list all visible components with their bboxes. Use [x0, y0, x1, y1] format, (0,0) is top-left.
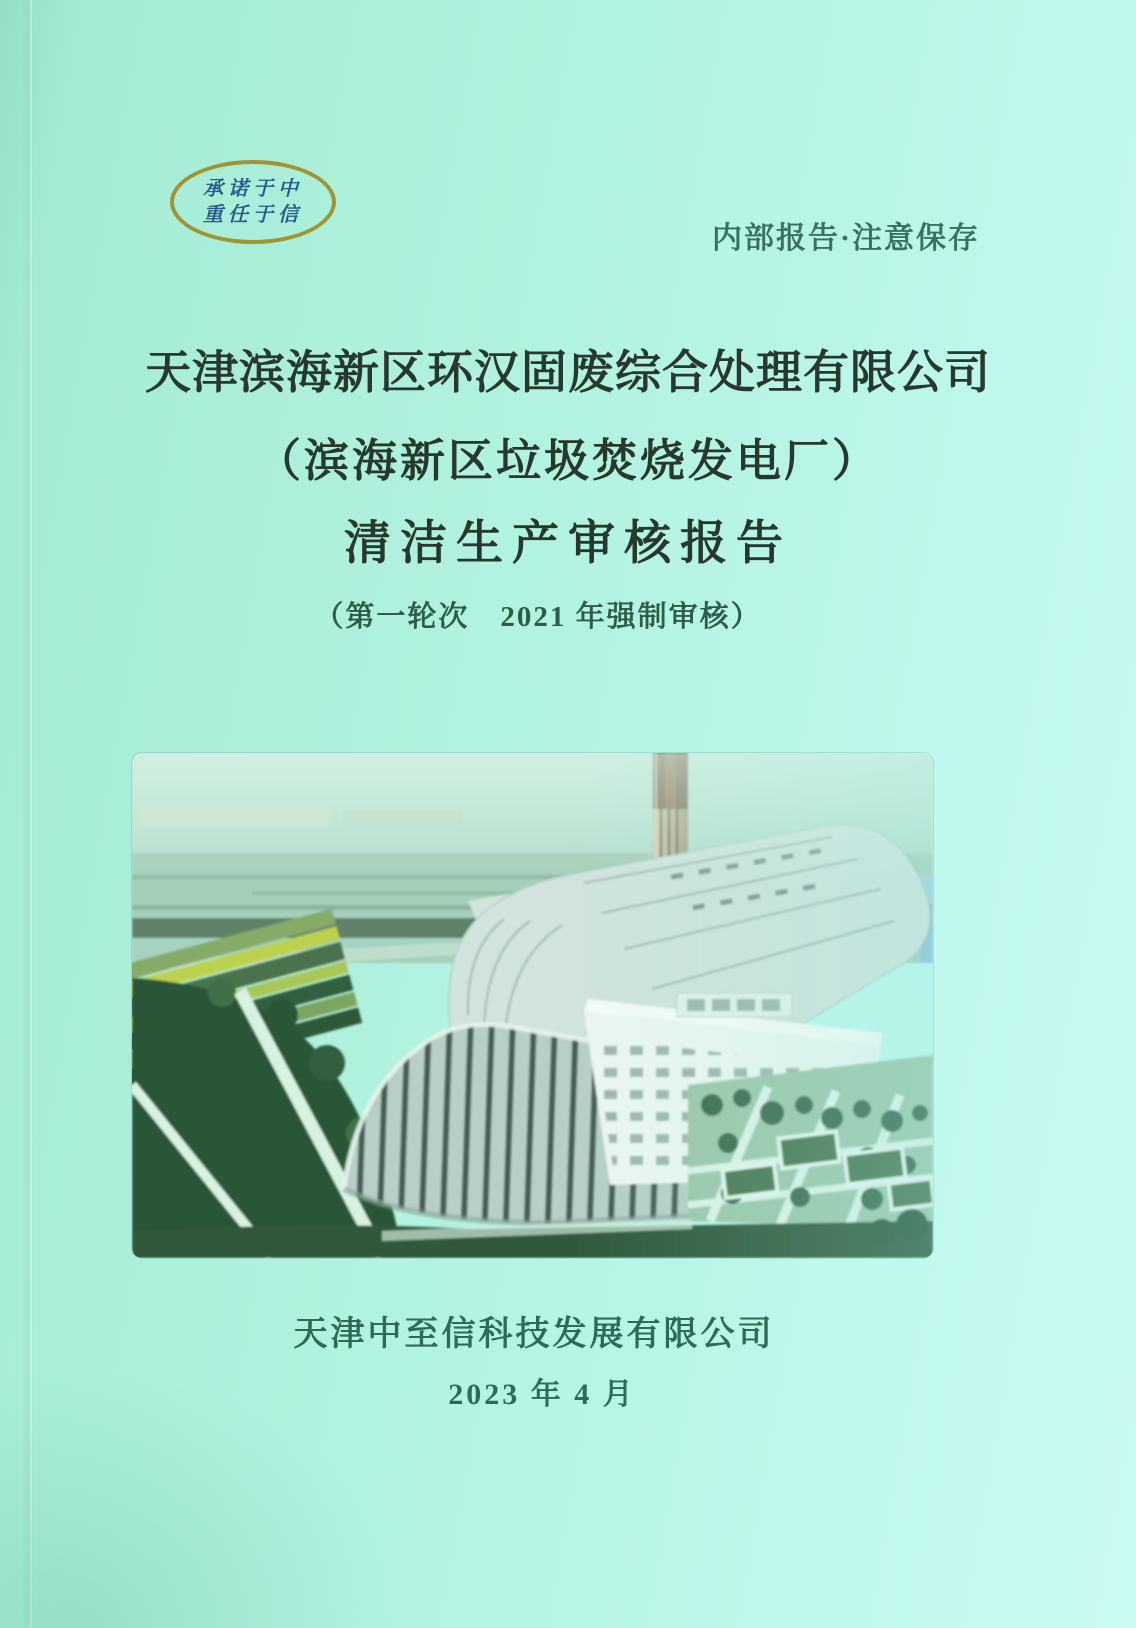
company-seal [170, 160, 336, 244]
plant-aerial-photo-svg [132, 753, 933, 1258]
plant-aerial-photo [132, 753, 933, 1258]
publisher-name: 天津中至信科技发展有限公司 [293, 1316, 775, 1353]
title-audit-round: （第一轮次 2021 年强制审核） [314, 601, 762, 633]
seal-motto-line1: 承诺于中 [203, 177, 303, 200]
confidential-notice: 内部报告·注意保存 [711, 222, 980, 255]
title-report: 清洁生产审核报告 [344, 518, 792, 570]
publication-date: 2023 年 4 月 [448, 1378, 636, 1411]
title-company: 天津滨海新区环汉固废综合处理有限公司 [145, 347, 991, 398]
photo-scene [132, 753, 933, 1258]
seal-motto-line2: 重任于信 [203, 203, 303, 226]
title-plant: （滨海新区垃圾焚烧发电厂） [255, 436, 880, 486]
